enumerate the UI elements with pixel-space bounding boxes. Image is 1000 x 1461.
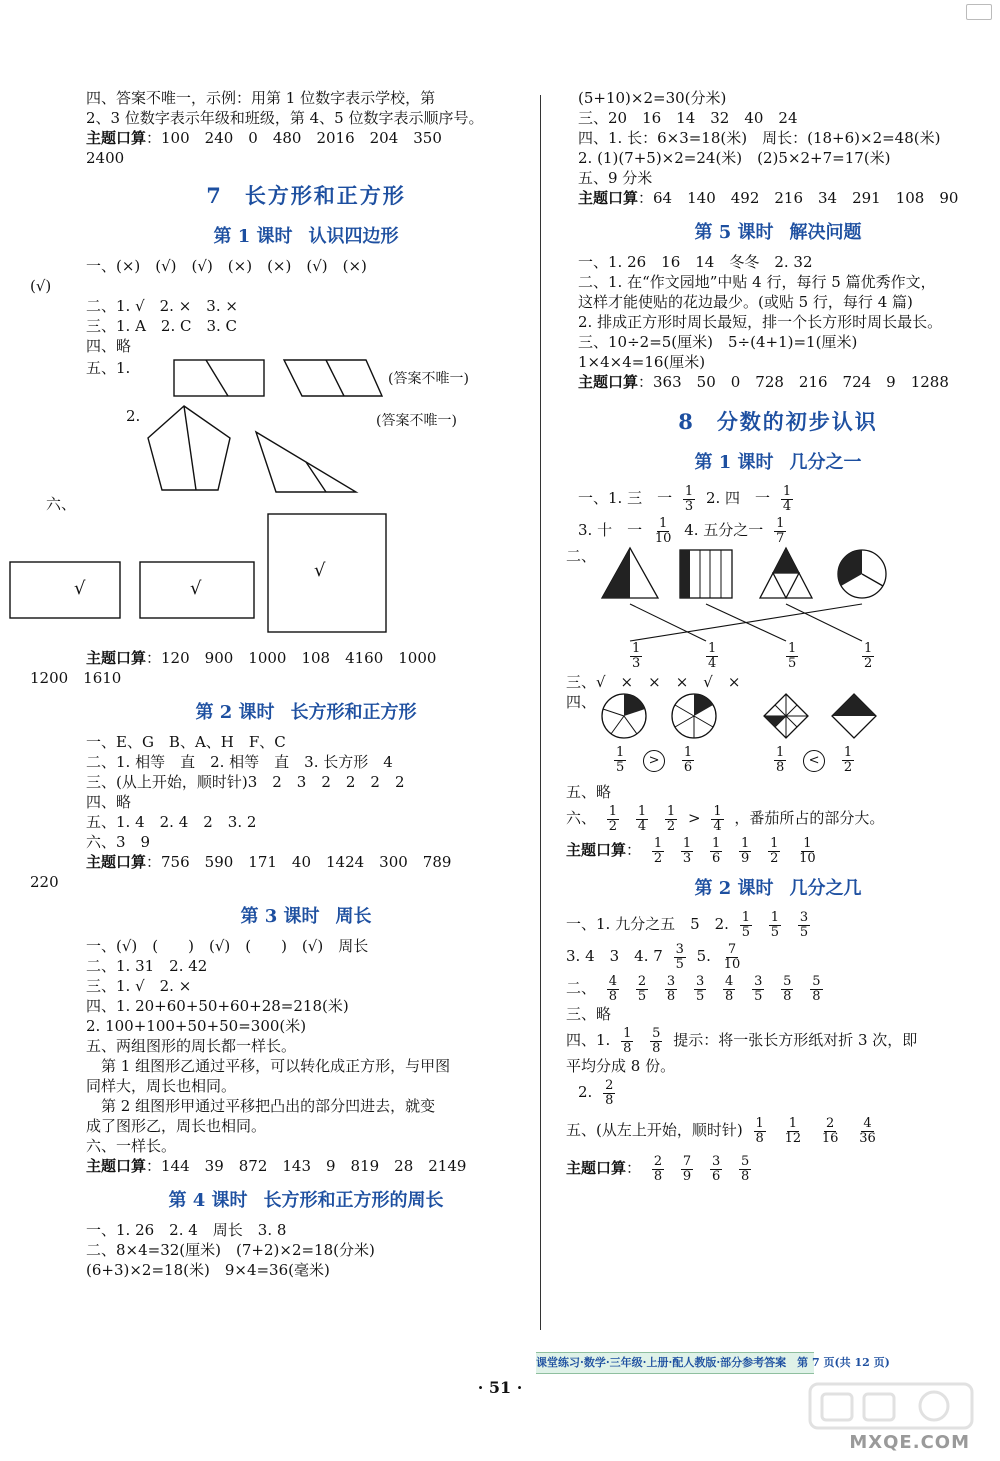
lesson-title: 几分之一 <box>789 452 862 473</box>
fraction: $\frac{3}{5}$ <box>675 941 684 972</box>
cut-line <box>184 406 196 490</box>
fraction: $\frac{5}{8}$ <box>652 1025 661 1056</box>
fraction: $\frac{1}{9}$ <box>741 835 750 866</box>
text-line: (5+10)×2=30(分米) <box>578 89 727 107</box>
fraction-line <box>566 1114 978 1146</box>
text-line: 二、1. √ 2. × 3. × <box>86 297 238 315</box>
text-line: 220 <box>30 873 59 891</box>
chapter-heading <box>86 174 526 218</box>
polygon-figures <box>136 402 376 494</box>
text-line: 二、1. 31 2. 42 <box>86 957 208 975</box>
fraction: $\frac{2}{8}$ <box>653 1153 663 1184</box>
oral-calc-line <box>86 648 526 668</box>
quadrilateral-figures <box>166 356 386 400</box>
text-line: 平均分成 8 份。 <box>566 1057 676 1075</box>
fraction-line <box>578 514 978 546</box>
text-line: 一、(×) (√) (√) (×) (×) (√) (×) <box>86 257 367 275</box>
text-line: 二、8×4=32(厘米) (7+2)×2=18(分米) <box>86 1241 375 1259</box>
lesson-heading <box>578 444 978 482</box>
fraction: $\frac{1}{8}$ <box>623 1025 632 1056</box>
text-line: 六、 <box>46 495 77 513</box>
note-text: (答案不唯一) <box>376 413 457 429</box>
fraction: $\frac{3}{5}$ <box>799 909 809 940</box>
page-number: · 51 · <box>477 1378 523 1397</box>
fraction: $\frac{1}{4}$ <box>782 483 792 514</box>
text-line: 四、1. 长：6×3=18(米) 周长：(18+6)×2=48(米) <box>578 129 941 147</box>
text-line: 一、(√) ( ) (√) ( ) (√) 周长 <box>86 937 369 955</box>
fraction: $\frac{4}{36}$ <box>859 1115 876 1146</box>
match-line <box>706 604 786 641</box>
text-line: 二、1. 在“作文园地”中贴 4 行，每行 5 篇优秀作文， <box>578 273 936 291</box>
text-line: 成了图形乙，周长也相同。 <box>86 1117 267 1135</box>
fraction: $\frac{1}{4}$ <box>708 641 717 671</box>
chapter-title: 长方形和正方形 <box>244 183 406 208</box>
colon: ： <box>626 841 642 859</box>
right-column <box>566 88 978 1184</box>
text-line: 四、答案不唯一，示例：用第 1 位数字表示学校，第 <box>86 89 436 107</box>
colon: ： <box>626 1159 642 1177</box>
oral-calc-values: ：120 900 1000 108 4160 1000 <box>146 649 437 667</box>
text-line: 2400 <box>86 149 125 167</box>
oral-calc-line <box>86 128 526 148</box>
chapter-number: 7 <box>206 183 223 208</box>
fraction: $\frac{2}{16}$ <box>821 1115 839 1146</box>
check-mark: √ <box>190 578 202 599</box>
lesson-heading <box>86 898 526 936</box>
oral-calc-label: 主题口算 <box>86 1157 147 1175</box>
watermark-text: MXQE.COM <box>849 1432 970 1453</box>
text-line: 三、1. A 2. C 3. C <box>86 317 238 335</box>
text-line: 四、 <box>566 693 597 711</box>
text-line: 六、3 9 <box>86 833 151 851</box>
text-line: 三、略 <box>566 1005 612 1023</box>
trapezoid-shape <box>284 360 382 396</box>
shaded-part <box>680 550 690 598</box>
fraction: $\frac{1}{3}$ <box>632 641 641 671</box>
lesson-title: 认识四边形 <box>308 226 399 247</box>
lesson-number: 第 2 课时 <box>694 878 774 899</box>
text-segment: 2. 四 一 <box>705 489 771 507</box>
oral-calc-label: 主题口算 <box>566 1159 627 1177</box>
fraction: $\frac{1}{10}$ <box>799 835 816 866</box>
rectangle-shape <box>10 562 120 618</box>
text-segment: 5. <box>696 947 711 965</box>
text-line: 一、1. 26 16 14 冬冬 2. 32 <box>578 253 813 271</box>
text-line: 五、略 <box>566 783 612 801</box>
compare-row-2 <box>768 746 860 775</box>
cut-line <box>206 360 228 396</box>
cut-line <box>306 462 326 492</box>
text-line: 1200 1610 <box>30 669 122 687</box>
text-line: 五、1. 4 2. 4 2 3. 2 <box>86 813 257 831</box>
text-line: 这样才能使贴的花边最少。(或贴 5 行，每行 4 篇) <box>578 293 913 311</box>
fraction: $\frac{5}{8}$ <box>741 1153 750 1184</box>
fraction: $\frac{1}{2}$ <box>608 803 618 834</box>
text-line: 一、1. 26 2. 4 周长 3. 8 <box>86 1221 287 1239</box>
fraction: $\frac{1}{3}$ <box>682 835 692 866</box>
fraction-line <box>566 972 978 1004</box>
fraction: $\frac{1}{4}$ <box>713 803 722 834</box>
fraction: $\frac{2}{5}$ <box>637 973 647 1004</box>
text-segment: 六、 <box>566 809 597 827</box>
text-line: 五、9 分米 <box>578 169 653 187</box>
check-mark: √ <box>314 560 326 581</box>
lesson-number: 第 5 课时 <box>694 222 774 243</box>
text-line: 三、20 16 14 32 40 24 <box>578 109 798 127</box>
shaded-part <box>773 548 799 573</box>
text-line: 四、1. 20+60+50+60+28=218(米) <box>86 997 349 1015</box>
lesson-number: 第 1 课时 <box>694 452 774 473</box>
oral-calc-label: 主题口算 <box>86 853 147 871</box>
text-segment: 四、1. <box>566 1031 611 1049</box>
fraction: $\frac{1}{3}$ <box>684 483 694 514</box>
fraction-matching-diagram <box>600 546 900 672</box>
compare-row-1 <box>608 746 700 775</box>
text-line: 二、1. 相等 直 2. 相等 直 3. 长方形 4 <box>86 753 393 771</box>
fraction: $\frac{1}{5}$ <box>770 909 780 940</box>
fraction: $\frac{7}{9}$ <box>682 1153 692 1184</box>
fraction-line <box>566 1024 978 1056</box>
fraction-line <box>566 940 978 972</box>
text-line: 三、1. √ 2. × <box>86 977 192 995</box>
text-line: 第 2 组图形甲通过平移把凸出的部分凹进去，就变 <box>86 1097 436 1115</box>
fraction: $\frac{5}{8}$ <box>783 973 792 1004</box>
oral-calc-values: ：363 50 0 728 216 724 9 1288 <box>638 373 949 391</box>
oral-calc-label: 主题口算 <box>86 649 147 667</box>
fraction-line <box>578 482 978 514</box>
chapter-number: 8 <box>678 409 695 434</box>
oral-calc-line <box>578 372 978 392</box>
shapes-row <box>74 514 526 642</box>
fraction: $\frac{3}{5}$ <box>695 973 705 1004</box>
text-segment: 一、1. 三 一 <box>578 489 673 507</box>
fraction-line <box>566 908 978 940</box>
fraction: $\frac{1}{10}$ <box>654 515 672 546</box>
fraction: $\frac{3}{8}$ <box>666 973 676 1004</box>
quad-row-1 <box>86 356 526 402</box>
fraction: $\frac{1}{5}$ <box>788 641 797 671</box>
pentagon-shape <box>148 406 230 490</box>
compare-shapes <box>600 692 890 744</box>
text-line: 同样大，周长也相同。 <box>86 1077 237 1095</box>
oral-calc-label: 主题口算 <box>566 841 627 859</box>
oral-calc-line <box>566 1152 978 1184</box>
fraction: $\frac{1}{4}$ <box>637 803 647 834</box>
lesson-heading <box>86 694 526 732</box>
fraction: $\frac{1}{2}$ <box>843 745 853 775</box>
lesson-number: 第 1 课时 <box>213 226 293 247</box>
text-line: (6+3)×2=18(米) 9×4=36(毫米) <box>86 1261 330 1279</box>
fraction: $\frac{2}{8}$ <box>605 1077 614 1108</box>
text-line: 一、E、G B、A、H F、C <box>86 733 286 751</box>
text-segment: 4. 五分之一 <box>684 521 764 539</box>
fraction: $\frac{1}{12}$ <box>784 1115 802 1146</box>
fraction: $\frac{1}{2}$ <box>666 803 676 834</box>
fraction: $\frac{3}{6}$ <box>711 1153 721 1184</box>
oral-calc-line <box>566 834 978 866</box>
oral-calc-label: 主题口算 <box>86 129 147 147</box>
oral-calc-line <box>578 188 978 208</box>
fraction: $\frac{1}{5}$ <box>741 909 750 940</box>
text-segment: 一、1. 九分之五 5 2. <box>566 915 729 933</box>
fraction: $\frac{3}{5}$ <box>754 973 763 1004</box>
compare-figure <box>566 692 978 778</box>
text-line: 2. <box>126 407 141 425</box>
fraction-line <box>566 802 978 834</box>
corner-mark <box>966 4 992 20</box>
fraction: $\frac{7}{10}$ <box>723 941 741 972</box>
text-line: 1×4×4=16(厘米) <box>578 353 706 371</box>
fraction: $\frac{1}{2}$ <box>653 835 663 866</box>
text-line: 三、(从上开始，顺时针)3 2 3 2 2 2 2 <box>86 773 405 791</box>
cut-line <box>326 360 344 396</box>
quad-row-2 <box>86 402 526 494</box>
square-shape <box>268 514 386 632</box>
lesson-number: 第 3 课时 <box>240 906 320 927</box>
text-line: 三、10÷2=5(厘米) 5÷(4+1)=1(厘米) <box>578 333 858 351</box>
compare-symbol: < <box>803 750 825 772</box>
fraction: $\frac{1}{2}$ <box>864 641 873 671</box>
lesson-heading <box>578 870 978 908</box>
check-mark: √ <box>74 578 86 599</box>
text-segment: 3. 十 一 <box>578 521 643 539</box>
text-line: 第 1 组图形乙通过平移，可以转化成正方形，与甲图 <box>86 1057 451 1075</box>
text-line: (√) <box>30 277 52 295</box>
rectangle-shape <box>174 360 264 396</box>
left-column <box>30 88 526 1280</box>
lesson-heading <box>86 1182 526 1220</box>
lesson-number: 第 2 课时 <box>195 702 275 723</box>
text-line: 2. 100+100+50+50=300(米) <box>86 1017 307 1035</box>
fraction: $\frac{1}{5}$ <box>616 745 625 775</box>
oral-calc-values: ：100 240 0 480 2016 204 350 <box>146 129 442 147</box>
text-segment: ，番茄所占的部分大。 <box>734 809 885 827</box>
text-segment: 提示：将一张长方形纸对折 3 次，即 <box>673 1031 918 1049</box>
text-segment: 五、(从左上开始，顺时针) <box>566 1121 743 1139</box>
footer-bar: 课堂练习·数学·三年级·上册·配人教版·部分参考答案 第 7 页(共 12 页) <box>536 1352 814 1374</box>
chapter-heading <box>578 400 978 444</box>
oral-calc-values: ：64 140 492 216 34 291 108 90 <box>638 189 959 207</box>
lesson-title: 周长 <box>335 906 372 927</box>
text-line: 五、1. <box>86 359 131 377</box>
text-line: 四、略 <box>86 793 132 811</box>
text-line: 2、3 位数字表示年级和班级，第 4、5 位数字表示顺序号。 <box>86 109 484 127</box>
oral-calc-label: 主题口算 <box>578 373 639 391</box>
fraction: $\frac{1}{6}$ <box>711 835 721 866</box>
text-segment: 2. <box>578 1083 593 1101</box>
lesson-heading <box>578 214 978 252</box>
text-line: 六、一样长。 <box>86 1137 177 1155</box>
shape-check-figures <box>4 514 404 642</box>
fraction-line <box>578 1076 978 1108</box>
text-segment: 二、 <box>566 979 597 997</box>
oral-calc-values: ：756 590 171 40 1424 300 789 <box>146 853 452 871</box>
oral-calc-line <box>86 852 526 872</box>
fraction: $\frac{1}{8}$ <box>755 1115 764 1146</box>
matching-figure <box>566 546 978 672</box>
text-line: 三、√ × × × √ × <box>566 673 741 691</box>
text-line: 二、 <box>566 547 597 565</box>
compare-symbol: > <box>643 750 665 772</box>
lesson-title: 长方形和正方形 <box>290 702 417 723</box>
text-segment: 3. 4 3 4. 7 <box>566 947 663 965</box>
oral-calc-label: 主题口算 <box>578 189 639 207</box>
fraction: $\frac{4}{8}$ <box>725 973 734 1004</box>
fraction: $\frac{1}{6}$ <box>683 745 693 775</box>
fraction: $\frac{5}{8}$ <box>812 973 821 1004</box>
text-line: 五、两组图形的周长都一样长。 <box>86 1037 297 1055</box>
greater-than: > <box>687 809 701 827</box>
lesson-number: 第 4 课时 <box>168 1190 248 1211</box>
text-line: 2. 排成正方形时周长最短，排一个长方形时周长最长。 <box>578 313 943 331</box>
shaded-part <box>832 694 876 716</box>
lesson-title: 解决问题 <box>789 222 862 243</box>
text-line: 2. (1)(7+5)×2=24(米) (2)5×2+7=17(米) <box>578 149 891 167</box>
note-text: (答案不唯一) <box>388 371 469 387</box>
chapter-title: 分数的初步认识 <box>716 409 878 434</box>
oral-calc-line <box>86 1156 526 1176</box>
lesson-title: 长方形和正方形的周长 <box>263 1190 444 1211</box>
text-line: 四、略 <box>86 337 132 355</box>
fraction: $\frac{1}{7}$ <box>776 515 785 546</box>
fraction: $\frac{1}{2}$ <box>770 835 779 866</box>
fraction: $\frac{4}{8}$ <box>608 973 618 1004</box>
column-divider <box>540 95 541 1330</box>
lesson-title: 几分之几 <box>789 878 862 899</box>
lesson-heading <box>86 218 526 256</box>
oral-calc-values: ：144 39 872 143 9 819 28 2149 <box>146 1157 467 1175</box>
fraction: $\frac{1}{8}$ <box>776 745 785 775</box>
